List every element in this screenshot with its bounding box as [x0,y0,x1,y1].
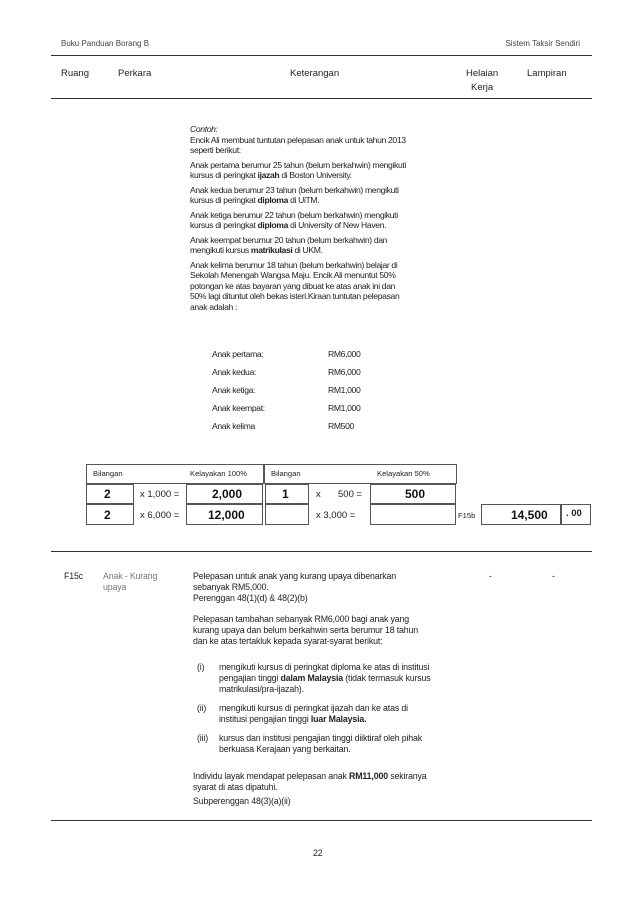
column-kerja: Kerja [471,82,494,93]
total-value: 14,500 [511,508,548,522]
f15c-description: Pelepasan untuk anak yang kurang upaya dibenarkan sebanyak RM5,000. Perenggan 48(1)(d) & 48(2)(b) Pelepasan tambahan sebanyak RM6,000 bagi anak yang kurang upaya dan belum berkahwin serta berumur 18 tahun dan ke atas tertakluk kepada syarat-syarat berikut: [193,571,419,646]
header-rule [51,55,592,56]
example-line: 50% lagi dituntut oleh bekas isteri.Kiraan tuntutan pelepasan [190,291,400,301]
column-lampiran: Lampiran [527,68,567,79]
section-rule [51,551,592,552]
label-bilangan-2: Bilangan [271,469,301,478]
label-bilangan: Bilangan [93,469,123,478]
amount-100-value: 12,000 [208,508,245,522]
example-line: seperti berikut: [190,145,241,155]
example-line: anak adalah : [190,301,238,312]
example-line: Anak kelima berumur 18 tahun (belum berkahwin) belajar di [190,259,398,270]
example-line: Anak pertama berumur 25 tahun (belum berkahwin) mengikuti [190,159,407,170]
child-row: Anak ketiga: RM1,000 [212,385,361,395]
grid-header-left [86,464,264,484]
multiplier-50-label: 500 = [338,489,363,500]
document-title: Buku Panduan Borang B [61,39,150,48]
condition-item: (ii) mengikuti kursus di peringkat ijazah dan ke atas di institusi pengajian tinggi luar Malaysia. [197,703,408,724]
amount-100-value: 2,000 [212,487,243,501]
child-row: Anak keempat: RM1,000 [212,403,361,413]
example-line: Anak ketiga berumur 22 tahun (belum berkahwin) mengikuti [190,209,398,220]
children-list [212,345,360,435]
f15c-eligibility: Individu layak mendapat pelepasan anak RM11,000 sekiranya syarat di atas dipatuhi. Subperenggan 48(3)(a)(ii) [193,771,427,806]
times-sign: x [316,489,321,500]
example-line: Encik Ali membuat tuntutan pelepasan anak untuk tahun 2013 [190,134,406,145]
page-number: 22 [313,848,323,858]
example-line: kursus di peringkat diploma di University of New Haven. [190,220,387,230]
column-perkara: Perkara [118,68,152,79]
f15c-helaian: - [489,571,492,581]
example-line: kursus di peringkat ijazah di Boston University. [190,170,352,180]
column-helaian: Helaian [466,68,499,79]
example-line: kursus di peringkat diploma di UiTM. [190,195,320,205]
count-50-box[interactable] [265,504,309,525]
count-50-value: 1 [282,487,289,501]
multiplier-label: x 1,000 = [140,489,180,500]
example-line: Anak kedua berumur 23 tahun (belum berkahwin) mengikuti [190,184,399,195]
f15c-lampiran: - [552,571,555,581]
example-line: mengikuti kursus matrikulasi di UKM. [190,245,323,255]
count-100-value: 2 [104,487,111,501]
amount-50-value: 500 [405,487,426,501]
cents-value: . 00 [566,508,582,519]
multiplier-50-label: x 3,000 = [316,510,356,521]
label-kelayakan-100: Kelayakan 100% [190,469,247,478]
grid-header-right [264,464,457,484]
column-keterangan: Keterangan [290,68,340,79]
condition-item: (i) mengikuti kursus di peringkat diploma ke atas di institusi pengajian tinggi dalam Malaysia (tidak termasuk kursus matrikulasi/pra-ijazah). [197,662,431,694]
f15c-conditions [197,662,482,755]
example-heading: Contoh: [190,124,218,134]
example-line: Sekolah Menengah Wangsa Maju. Encik Ali menuntut 50% [190,270,396,280]
child-row: Anak kelima RM500 [212,421,354,431]
label-kelayakan-50: Kelayakan 50% [377,469,430,478]
child-row: Anak pertama: RM6,000 [212,349,361,359]
column-ruang: Ruang [61,68,89,79]
f15c-perkara: Anak - Kurang upaya [103,571,158,592]
f15c-code: F15c [64,571,83,581]
condition-item: (iii) kursus dan institusi pengajian tinggi diiktiraf oleh pihak berkuasa Kerajaan yang berkaitan. [197,733,423,754]
multiplier-label: x 6,000 = [140,510,180,521]
example-block [190,124,460,312]
child-row: Anak kedua: RM6,000 [212,367,361,377]
example-line: Anak keempat berumur 20 tahun (belum berkahwin) dan [190,234,388,245]
count-100-value: 2 [104,508,111,522]
system-name: Sistem Taksir Sendiri [505,39,580,48]
amount-50-box[interactable] [370,504,456,525]
reference-code: F15b [458,511,476,520]
example-line: potongan ke atas bayaran yang dibuat ke atas anak ini dan [190,280,396,291]
bottom-rule [51,820,592,821]
column-header-rule [51,98,592,99]
